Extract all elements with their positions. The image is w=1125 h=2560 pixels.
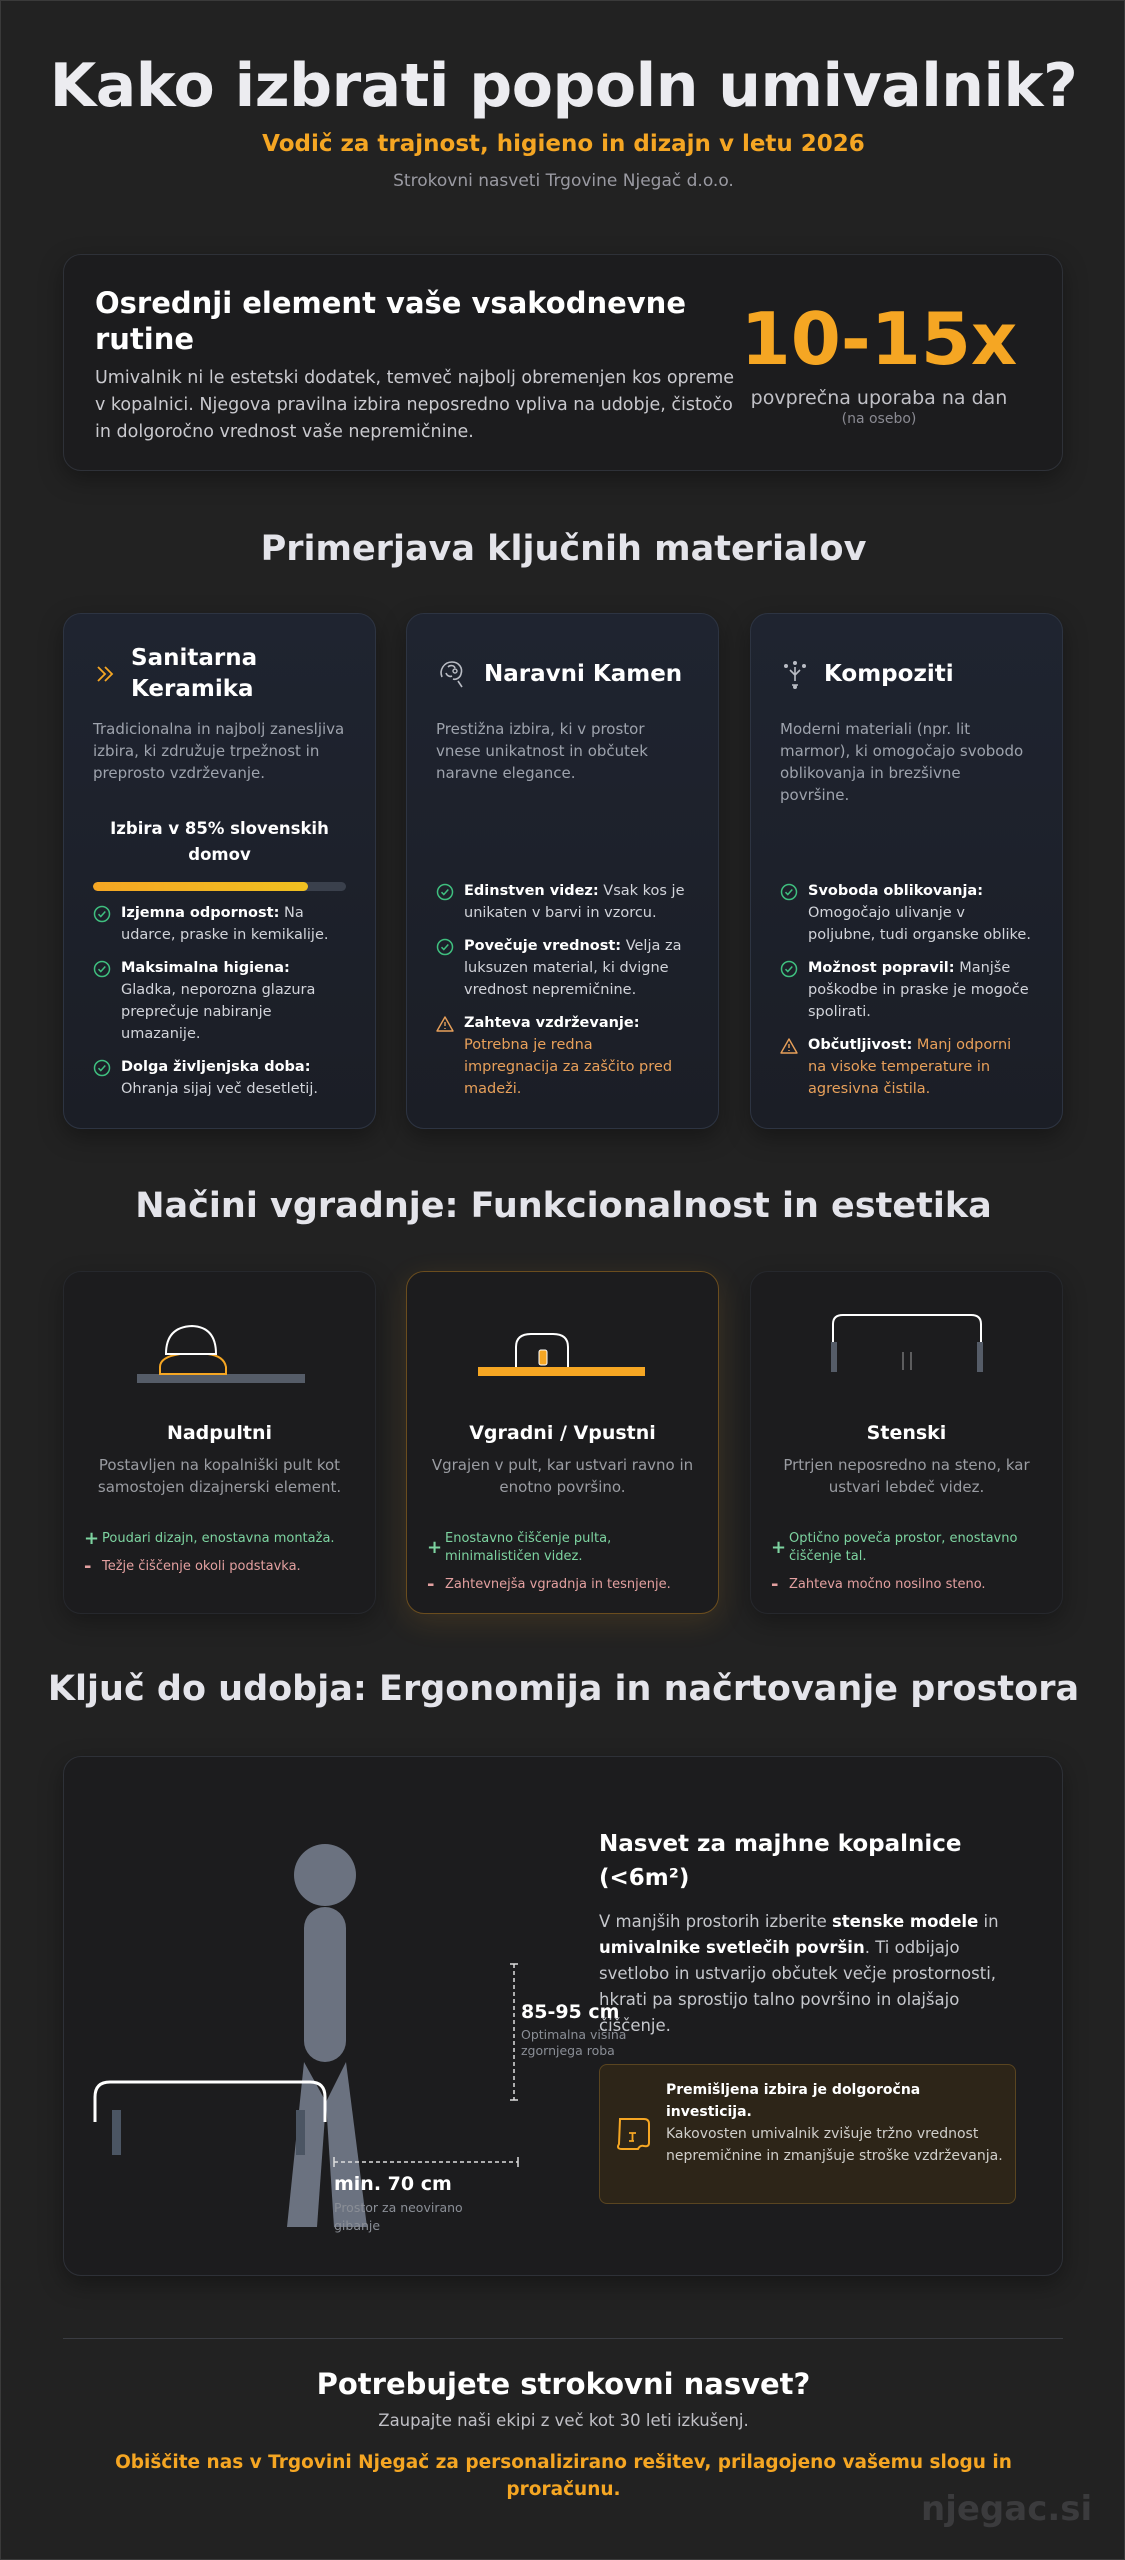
- check-icon: [780, 883, 798, 901]
- popularity-label: Izbira v 85% slovenskih domov: [110, 819, 329, 864]
- warning-icon: [780, 1037, 798, 1055]
- check-icon: [436, 938, 454, 956]
- stat-value: 10-15x: [740, 297, 1018, 381]
- pros-cons: [771, 1530, 1048, 1604]
- plus-icon: +: [84, 1528, 100, 1549]
- material-card-composite: [750, 613, 1063, 1129]
- pro-text: Poudari dizajn, enostavna montaža.: [102, 1531, 335, 1546]
- item-title: Edinstven videz:: [464, 883, 599, 899]
- con-text: Zahtevnejša vgradnja in tesnjenje.: [445, 1577, 671, 1592]
- tip-text-part: V manjših prostorih izberite: [599, 1912, 832, 1931]
- item-title: Dolga življenjska doba:: [121, 1059, 311, 1075]
- install-card-wall: [750, 1271, 1063, 1614]
- check-icon: [93, 905, 111, 923]
- item-text: Na udarce, praske in kemikalije.: [121, 905, 329, 943]
- material-title: Sanitarna Keramika: [131, 645, 258, 702]
- list-item: [780, 957, 1033, 1023]
- tip-text-part: in: [978, 1912, 999, 1931]
- tip-heading: Nasvet za majhne kopalnice (<6m²): [599, 1831, 962, 1891]
- material-card-ceramic: [63, 613, 376, 1129]
- install-title: Nadpultni: [166, 1422, 273, 1444]
- material-card-stone: [406, 613, 719, 1129]
- item-title: Maksimalna higiena:: [121, 960, 290, 976]
- stone-icon: [436, 657, 470, 691]
- benefit-list: [93, 891, 346, 1100]
- footer-heading: Potrebujete strokovni nasvet?: [316, 2367, 811, 2401]
- minus-icon: -: [427, 1574, 435, 1595]
- footer-text: Zaupajte naši ekipi z več kot 30 leti izkušenj.: [378, 2411, 749, 2430]
- install-title: Stenski: [866, 1422, 947, 1444]
- chevrons-icon: [93, 662, 117, 686]
- benefit-list: [780, 869, 1033, 1100]
- material-title: Kompoziti: [824, 660, 954, 687]
- tip-highlight: stenske modele: [831, 1912, 979, 1931]
- page-tagline: Strokovni nasveti Trgovine Njegač d.o.o.: [393, 171, 734, 191]
- pros-cons: [427, 1530, 704, 1604]
- item-text: Manjše poškodbe in praske je mogoče spolirati.: [808, 960, 1029, 1020]
- item-text: Omogočajo ulivanje v poljubne, tudi organske oblike.: [808, 905, 1031, 943]
- check-icon: [780, 960, 798, 978]
- height-dimension: [510, 1964, 518, 2100]
- watermark: njegac.si: [921, 2489, 1093, 2529]
- space-label: Prostor za neovirano gibanje: [334, 2200, 463, 2233]
- space-value: min. 70 cm: [334, 2173, 452, 2195]
- height-value: 85-95 cm: [521, 2001, 620, 2023]
- space-dimension: [334, 2157, 518, 2167]
- plus-icon: +: [427, 1537, 443, 1558]
- small-bathroom-tip: [599, 1827, 1009, 2039]
- intro-text: Umivalnik ni le estetski dodatek, temveč najbolj obremenjen kos opreme v kopalnici. Njegova pravilna izbira neposredno vpliva na udobje, čistočo in dolgoročno vrednost vaše nepremičnine.: [95, 368, 735, 442]
- footer-divider: [63, 2338, 1063, 2339]
- tip-text-part: . Ti odbijajo svetlobo in ustvarijo občutek večje prostornosti, hkrati pa sprostijo talno površino in olajšajo čiščenje.: [599, 1938, 997, 2035]
- callout-title: Premišljena izbira je dolgoročna investicija.: [666, 2082, 921, 2120]
- item-text: Velja za luksuzen material, ki dvigne vrednost nepremičnine.: [464, 938, 682, 998]
- install-heading: Načini vgradnje: Funkcionalnost in estetika: [135, 1186, 992, 1226]
- intro-heading: Osrednji element vaše vsakodnevne rutine: [95, 286, 686, 356]
- investment-callout: [599, 2064, 1016, 2204]
- tip-highlight: umivalnike svetlečih površin: [599, 1938, 865, 1957]
- stat-note: (na osebo): [841, 411, 917, 427]
- list-item: [780, 880, 1033, 946]
- stat-label: povprečna uporaba na dan: [750, 387, 1008, 409]
- ergonomics-heading: Ključ do udobja: Ergonomija in načrtovanje prostora: [47, 1669, 1080, 1709]
- material-desc: Prestižna izbira, ki v prostor vnese unikatnost in občutek naravne elegance.: [436, 720, 648, 782]
- item-title: Povečuje vrednost:: [464, 938, 622, 954]
- material-title: Naravni Kamen: [484, 660, 683, 687]
- install-title: Vgradni / Vpustni: [469, 1422, 656, 1444]
- pro-text: Enostavno čiščenje pulta, minimalističen videz.: [445, 1531, 612, 1564]
- height-label: Optimalna višina zgornjega roba: [521, 2027, 627, 2058]
- usage-stat: [704, 297, 1054, 427]
- warning-item: [780, 1034, 1033, 1100]
- item-title: Svoboda oblikovanja:: [808, 883, 984, 899]
- ergonomics-card: [63, 1756, 1063, 2276]
- check-icon: [436, 883, 454, 901]
- install-desc: Postavljen na kopalniški pult kot samostojen dizajnerski element.: [97, 1456, 342, 1496]
- item-title: Zahteva vzdrževanje:: [464, 1015, 640, 1031]
- document-icon: [614, 2113, 652, 2153]
- list-item: [93, 957, 346, 1045]
- list-item: [93, 902, 346, 946]
- person-figure: [287, 1844, 367, 2227]
- page-title: Kako izbrati popoln umivalnik?: [49, 51, 1078, 121]
- item-text: Manj odporni na visoke temperature in agresivna čistila.: [808, 1037, 1012, 1097]
- minus-icon: -: [771, 1574, 779, 1595]
- material-desc: Moderni materiali (npr. lit marmor), ki omogočajo svobodo oblikovanja in brezšivne površine.: [780, 720, 1024, 804]
- minus-icon: -: [84, 1556, 92, 1577]
- popularity-bar: [93, 882, 346, 891]
- material-desc: Tradicionalna in najbolj zanesljiva izbira, ki združuje trpežnost in preprosto vzdrževanje.: [93, 720, 345, 782]
- popularity-bar-fill: [93, 882, 308, 891]
- built-in-sink-icon: [463, 1312, 663, 1392]
- item-text: Vsak kos je unikaten v barvi in vzorcu.: [464, 883, 685, 921]
- footer-cta: Obiščite nas v Trgovini Njegač za personalizirano rešitev, prilagojeno vašemu slogu in proračunu.: [115, 2452, 1012, 2500]
- con-text: Zahteva močno nosilno steno.: [789, 1577, 986, 1592]
- list-item: [436, 880, 689, 924]
- install-desc: Vgrajen v pult, kar ustvari ravno in enotno površino.: [431, 1456, 694, 1496]
- list-item: [93, 1056, 346, 1100]
- materials-heading: Primerjava ključnih materialov: [260, 529, 867, 569]
- install-desc: Prtrjen neposredno na steno, kar ustvari lebdeč videz.: [783, 1456, 1030, 1496]
- pros-cons: [84, 1530, 361, 1586]
- warning-icon: [436, 1015, 454, 1033]
- pro-text: Optično poveča prostor, enostavno čiščenje tal.: [789, 1531, 1018, 1564]
- install-card-countertop: [63, 1271, 376, 1614]
- con-text: Težje čiščenje okoli podstavka.: [102, 1559, 301, 1574]
- intro-card: [63, 254, 1063, 471]
- tip-text: [599, 1909, 1009, 2039]
- list-item: [436, 935, 689, 1001]
- item-text: Gladka, neporozna glazura preprečuje nabiranje umazanije.: [121, 982, 316, 1042]
- warning-item: [436, 1012, 689, 1100]
- benefit-list: [436, 869, 689, 1100]
- check-icon: [93, 1059, 111, 1077]
- check-icon: [93, 960, 111, 978]
- callout-text: Kakovosten umivalnik zvišuje tržno vrednost nepremičnine in zmanjšuje stroške vzdrževanja.: [666, 2126, 1003, 2164]
- item-title: Možnost popravil:: [808, 960, 955, 976]
- composite-icon: [780, 657, 810, 691]
- item-title: Občutljivost:: [808, 1037, 913, 1053]
- sink-counter: [95, 2082, 325, 2155]
- page-subtitle: Vodič za trajnost, higieno in dizajn v letu 2026: [262, 131, 865, 157]
- install-card-built-in: [406, 1271, 719, 1614]
- item-text: Ohranja sijaj več desetletij.: [121, 1081, 318, 1097]
- plus-icon: +: [771, 1537, 787, 1558]
- countertop-sink-icon: [120, 1312, 320, 1392]
- item-text: Potrebna je redna impregnacija za zaščito pred madeži.: [464, 1037, 673, 1097]
- wall-sink-icon: [807, 1312, 1007, 1392]
- item-title: Izjemna odpornost:: [121, 905, 280, 921]
